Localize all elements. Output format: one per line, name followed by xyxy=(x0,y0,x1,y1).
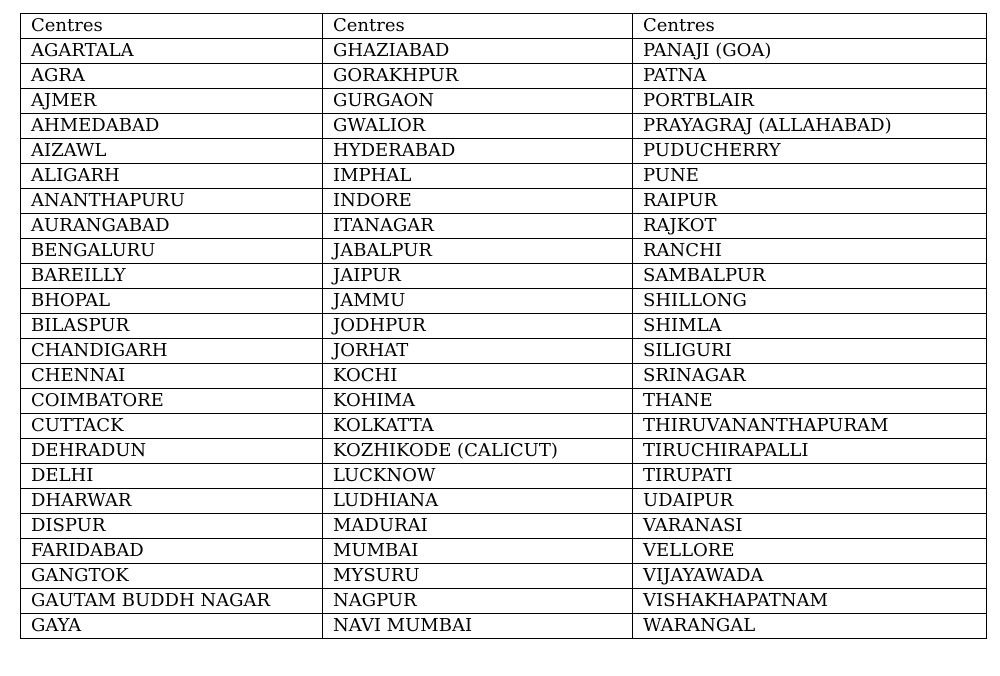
centre-cell: GORAKHPUR xyxy=(323,64,633,89)
centre-cell: RAIPUR xyxy=(633,189,987,214)
centre-cell: VELLORE xyxy=(633,539,987,564)
centre-cell: JORHAT xyxy=(323,339,633,364)
centre-cell: KOCHI xyxy=(323,364,633,389)
centre-cell: ALIGARH xyxy=(21,164,323,189)
centre-cell: PATNA xyxy=(633,64,987,89)
table-row xyxy=(21,364,987,389)
centre-cell: VISHAKHAPATNAM xyxy=(633,589,987,614)
table-row xyxy=(21,289,987,314)
table-row xyxy=(21,189,987,214)
centre-cell: UDAIPUR xyxy=(633,489,987,514)
centre-cell: PANAJI (GOA) xyxy=(633,39,987,64)
table-row xyxy=(21,114,987,139)
column-header: Centres xyxy=(633,14,987,39)
column-header: Centres xyxy=(21,14,323,39)
centre-cell: LUCKNOW xyxy=(323,464,633,489)
centre-cell: PUNE xyxy=(633,164,987,189)
centre-cell: TIRUPATI xyxy=(633,464,987,489)
centre-cell: JAIPUR xyxy=(323,264,633,289)
centre-cell: JODHPUR xyxy=(323,314,633,339)
centre-cell: PUDUCHERRY xyxy=(633,139,987,164)
table-row xyxy=(21,164,987,189)
centre-cell: SILIGURI xyxy=(633,339,987,364)
table-row xyxy=(21,539,987,564)
centre-cell: GWALIOR xyxy=(323,114,633,139)
centre-cell: AJMER xyxy=(21,89,323,114)
centre-cell: CUTTACK xyxy=(21,414,323,439)
centre-cell: GURGAON xyxy=(323,89,633,114)
centre-cell: RAJKOT xyxy=(633,214,987,239)
table-row xyxy=(21,564,987,589)
centre-cell: INDORE xyxy=(323,189,633,214)
table-row xyxy=(21,39,987,64)
table-row xyxy=(21,389,987,414)
centre-cell: CHANDIGARH xyxy=(21,339,323,364)
table-row xyxy=(21,89,987,114)
centre-cell: VIJAYAWADA xyxy=(633,564,987,589)
table-row xyxy=(21,339,987,364)
table-row xyxy=(21,314,987,339)
centre-cell: MUMBAI xyxy=(323,539,633,564)
table-row xyxy=(21,64,987,89)
centre-cell: AGARTALA xyxy=(21,39,323,64)
centre-cell: KOHIMA xyxy=(323,389,633,414)
centre-cell: SRINAGAR xyxy=(633,364,987,389)
centre-cell: IMPHAL xyxy=(323,164,633,189)
centre-cell: AURANGABAD xyxy=(21,214,323,239)
centre-cell: WARANGAL xyxy=(633,614,987,639)
centre-cell: DISPUR xyxy=(21,514,323,539)
centre-cell: LUDHIANA xyxy=(323,489,633,514)
centre-cell: SHILLONG xyxy=(633,289,987,314)
table-row xyxy=(21,489,987,514)
centre-cell: FARIDABAD xyxy=(21,539,323,564)
centre-cell: MADURAI xyxy=(323,514,633,539)
table-row xyxy=(21,464,987,489)
centre-cell: GANGTOK xyxy=(21,564,323,589)
centre-cell: JAMMU xyxy=(323,289,633,314)
table-row xyxy=(21,414,987,439)
centre-cell: BHOPAL xyxy=(21,289,323,314)
centre-cell: DELHI xyxy=(21,464,323,489)
centre-cell: DHARWAR xyxy=(21,489,323,514)
centre-cell: KOZHIKODE (CALICUT) xyxy=(323,439,633,464)
centre-cell: BILASPUR xyxy=(21,314,323,339)
centre-cell: DEHRADUN xyxy=(21,439,323,464)
centre-cell: GHAZIABAD xyxy=(323,39,633,64)
table-row xyxy=(21,239,987,264)
centre-cell: SAMBALPUR xyxy=(633,264,987,289)
table-row xyxy=(21,139,987,164)
centre-cell: GAYA xyxy=(21,614,323,639)
header-row xyxy=(21,14,987,39)
centre-cell: COIMBATORE xyxy=(21,389,323,414)
centre-cell: GAUTAM BUDDH NAGAR xyxy=(21,589,323,614)
centre-cell: VARANASI xyxy=(633,514,987,539)
centre-cell: CHENNAI xyxy=(21,364,323,389)
centre-cell: THIRUVANANTHAPURAM xyxy=(633,414,987,439)
centre-cell: NAVI MUMBAI xyxy=(323,614,633,639)
centre-cell: KOLKATTA xyxy=(323,414,633,439)
centre-cell: NAGPUR xyxy=(323,589,633,614)
centre-cell: PORTBLAIR xyxy=(633,89,987,114)
centre-cell: HYDERABAD xyxy=(323,139,633,164)
centre-cell: THANE xyxy=(633,389,987,414)
table-body xyxy=(21,39,987,639)
centre-cell: AIZAWL xyxy=(21,139,323,164)
centre-cell: PRAYAGRAJ (ALLAHABAD) xyxy=(633,114,987,139)
centres-table xyxy=(20,13,987,639)
table-row xyxy=(21,614,987,639)
centre-cell: MYSURU xyxy=(323,564,633,589)
centre-cell: SHIMLA xyxy=(633,314,987,339)
centre-cell: AHMEDABAD xyxy=(21,114,323,139)
table-row xyxy=(21,264,987,289)
centre-cell: BENGALURU xyxy=(21,239,323,264)
table-row xyxy=(21,589,987,614)
table-row xyxy=(21,514,987,539)
centre-cell: RANCHI xyxy=(633,239,987,264)
centre-cell: BAREILLY xyxy=(21,264,323,289)
centre-cell: ANANTHAPURU xyxy=(21,189,323,214)
column-header: Centres xyxy=(323,14,633,39)
centre-cell: TIRUCHIRAPALLI xyxy=(633,439,987,464)
centre-cell: JABALPUR xyxy=(323,239,633,264)
table-header xyxy=(21,14,987,39)
centre-cell: AGRA xyxy=(21,64,323,89)
table-row xyxy=(21,439,987,464)
table-row xyxy=(21,214,987,239)
centre-cell: ITANAGAR xyxy=(323,214,633,239)
